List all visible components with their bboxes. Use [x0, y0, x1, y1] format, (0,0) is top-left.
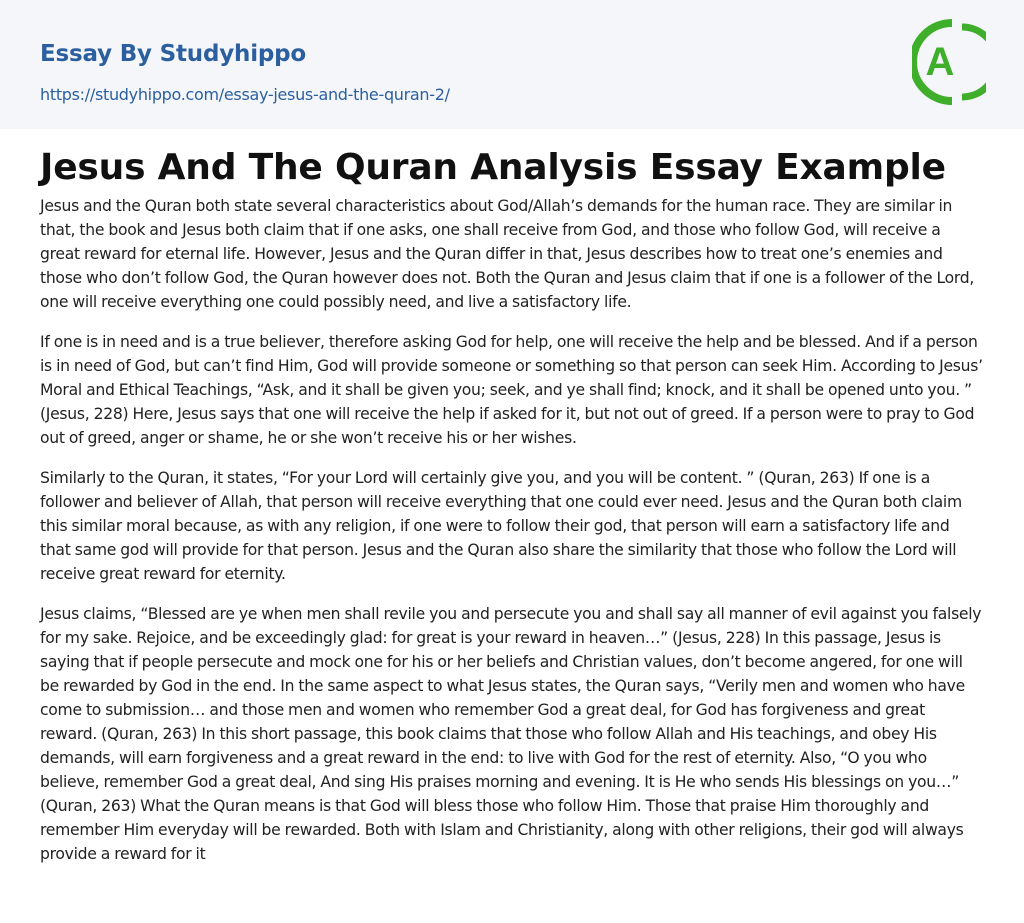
essay-body: [40, 194, 984, 882]
brand-title[interactable]: Essay By Studyhippo: [40, 41, 307, 67]
source-url-link[interactable]: https://studyhippo.com/essay-jesus-and-the-quran-2/: [40, 85, 450, 104]
logo-letter: A: [925, 40, 955, 84]
essay-paragraph-3: Similarly to the Quran, it states, “For your Lord will certainly give you, and you will be content. ” (Quran, 263) If one is a follower and believer of Allah, that person will receive everything that one could ever need. Jesus and the Quran both claim this similar moral because, as with any religion, if one were to follow their god, that person will earn a satisfactory life and that same god will provide for that person. Jesus and the Quran also share the similarity that those who follow the Lord will receive great reward for eternity.: [40, 469, 962, 583]
essay-paragraph-4: Jesus claims, “Blessed are ye when men shall revile you and persecute you and shall say all manner of evil against you falsely for my sake. Rejoice, and be exceedingly glad: for great is your reward in heaven…” (Jesus, 228) In this passage, Jesus is saying that if people persecute and mock one for his or her beliefs and Christian values, don’t become angered, for one will be rewarded by God in the end. In the same aspect to what Jesus states, the Quran says, “Verily men and women who have come to submission… and those men and women who remember God a great deal, for God has forgiveness and great reward. (Quran, 263) In this short passage, this book claims that those who follow Allah and His teachings, and obey His demands, will earn forgiveness and a great reward in the end: to live with God for the rest of eternity. Also, “O you who believe, remember God a great deal, And sing His praises morning and evening. It is He who sends His blessings on you…” (Quran, 263) What the Quran means is that God will bless those who follow Him. Those that praise Him thoroughly and remember Him everyday will be rewarded. Both with Islam and Christianity, along with other religions, their god will always provide a reward for it: [40, 605, 982, 863]
essay-paragraph-1: Jesus and the Quran both state several characteristics about God/Allah’s demands for the human race. They are similar in that, the book and Jesus both claim that if one asks, one shall receive from God, and those who follow God, will receive a great reward for eternal life. However, Jesus and the Quran differ in that, Jesus describes how to treat one’s enemies and those who don’t follow God, the Quran however does not. Both the Quran and Jesus claim that if one is a follower of the Lord, one will receive everything one could possibly need, and live a satisfactory life.: [40, 197, 975, 311]
essay-paragraph-2: If one is in need and is a true believer, therefore asking God for help, one will receive the help and be blessed. And if a person is in need of God, but can’t find Him, God will provide someone or something so that person can seek Him. According to Jesus’ Moral and Ethical Teachings, “Ask, and it shall be given you; seek, and ye shall find; knock, and it shall be opened unto you. ” (Jesus, 228) Here, Jesus says that one will receive the help if asked for it, but not out of greed. If a person were to pray to God out of greed, anger or shame, he or she won’t receive his or her wishes.: [40, 333, 983, 447]
page-title: Jesus And The Quran Analysis Essay Example: [40, 147, 946, 188]
